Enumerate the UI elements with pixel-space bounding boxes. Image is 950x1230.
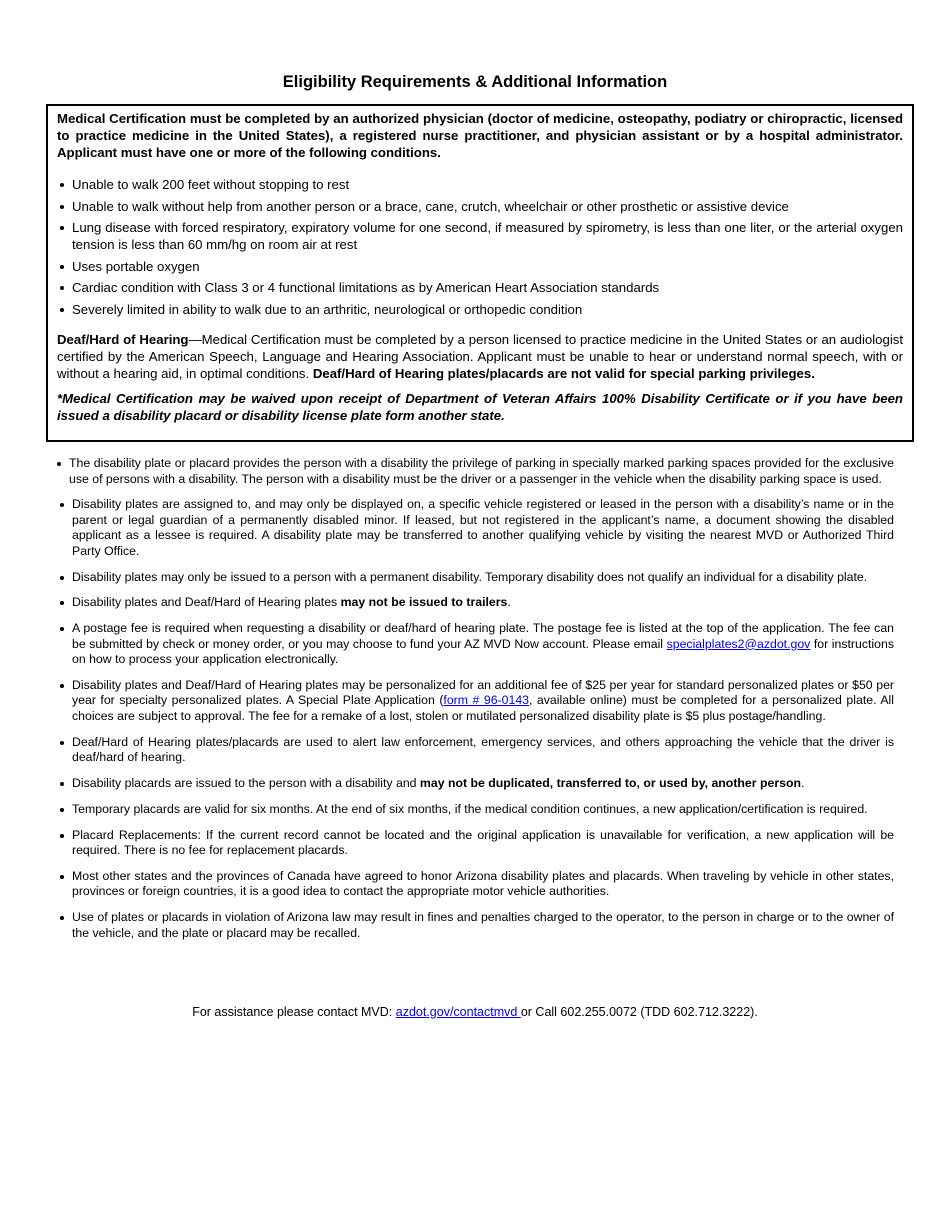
info-link[interactable]: specialplates2@azdot.gov [666,636,811,651]
info-text: Placard Replacements: If the current record cannot be located and the original application is unavailable for verification, a new application will be required. There is no fee for replacement placards. [72,827,894,858]
deaf-hearing-paragraph [57,331,903,382]
info-text: Disability plates and Deaf/Hard of Hearing plates may be personalized for an additional fee of $25 per year for standard personalized plates or $50 per year for specialty personalized plates. A Special Plate Application ( [72,677,894,708]
info-text: . [507,595,511,610]
info-item [72,910,894,941]
contact-mvd-link[interactable]: azdot.gov/contactmvd [395,1005,521,1019]
info-item [72,828,894,859]
info-text: . [800,776,805,791]
info-item [72,776,894,792]
info-text: Disability plates may only be issued to a person with a permanent disability. Temporary disability does not qualify an individual for a disability plate. [72,569,868,584]
info-text: Use of plates or placards in violation of Arizona law may result in fines and penalties charged to the operator, to the person in charge or to the owner of the vehicle, and the plate or placard may be recalled. [72,910,894,940]
footer-prefix: For assistance please contact MVD: [192,1005,396,1019]
deaf-text: —Medical Certification must be completed by a person licensed to practice medicine in the United States or an audiologist certified by the American Speech, Language and Hearing Association. Applicant must be unable to hear or understand normal speech, with or without a hearing aid, in optimal conditions. [57,331,904,381]
info-text: , available online) must be completed for a personalized plate. All choices are subject to approval. The fee for a remake of a lost, stolen or mutilated personalized disability plate is $5 plus postage/handling. [72,693,894,723]
info-item [72,802,894,818]
footer-suffix: or Call 602.255.0072 (TDD 602.712.3222). [520,1005,758,1019]
conditions-list [57,176,903,318]
footer-contact [0,1005,950,1019]
info-item [72,869,894,900]
page-title: Eligibility Requirements & Additional Information [282,73,668,91]
info-item [72,735,894,766]
info-text: The disability plate or placard provides the person with a disability the privilege of parking in specially marked parking spaces provided for the exclusive use of persons with a disability. The person with a disability must be the driver or a passenger in the vehicle when the disability parking space is used. [69,456,894,486]
info-text: Most other states and the provinces of Canada have agreed to honor Arizona disability plates and placards. When traveling by vehicle in other states, provinces or foreign countries, it is a good idea to contact the appropriate motor vehicle authorities. [72,868,894,899]
waiver-note: *Medical Certification may be waived upon receipt of Department of Veteran Affairs 100% Disability Certificate or if you have been issued a disability placard or disability license plate form another state. [57,390,903,423]
condition-item: Lung disease with forced respiratory, expiratory volume for one second, if measured by spirometry, is less than one liter, or the arterial oxygen tension is less than 60 mm/hg on room air at rest [72,220,903,252]
info-bold-text: may not be issued to trailers [340,595,508,610]
info-text: Disability plates and Deaf/Hard of Hearing plates [72,595,341,610]
info-text: A postage fee is required when requesting a disability or deaf/hard of hearing plate. The postage fee is listed at the top of the application. The fee can be submitted by check or money order, or you may choose to fund your AZ MVD Now account. Please email [72,621,894,651]
medical-certification-box [46,104,914,442]
info-item [72,678,894,725]
info-text: for instructions on how to process your application electronically. [72,636,894,667]
deaf-bold-note: Deaf/Hard of Hearing plates/placards are not valid for special parking privileges. [312,365,815,381]
info-text: Disability plates are assigned to, and may only be displayed on, a specific vehicle registered or leased in the person with a disability’s name or in the parent or legal guardian of a permanently disabled minor. If leased, but not registered in the applicant’s name, a document showing the disabled applicant as a lessee is required. A disability plate may be transferred to another qualifying vehicle by visiting the nearest MVD or Authorized Third Party Office. [72,497,894,558]
condition-item: Uses portable oxygen [72,258,903,275]
certification-intro: Medical Certification must be completed by an authorized physician (doctor of medicine, osteopathy, podiatry or chiropractic, licensed to practice medicine in the United States), a registered nurse practitioner, and physician assistant or by a hospital administrator. Applicant must have one or more of the following conditions. [57,111,903,160]
info-item [72,497,894,559]
info-text: Temporary placards are valid for six months. At the end of six months, if the medical condition continues, a new application/certification is required. [72,801,868,816]
additional-info-list [69,456,894,952]
deaf-heading: Deaf/Hard of Hearing [57,331,189,347]
info-item [72,595,894,611]
info-item [72,570,894,586]
condition-item: Unable to walk 200 feet without stopping to rest [72,176,903,193]
info-item [69,456,894,487]
info-item [72,621,894,668]
info-text: Deaf/Hard of Hearing plates/placards are used to alert law enforcement, emergency services, and others approaching the vehicle that the driver is deaf/hard of hearing. [72,734,894,765]
info-text: Disability placards are issued to the person with a disability and [72,776,420,791]
condition-item: Severely limited in ability to walk due to an arthritic, neurological or orthopedic condition [72,301,903,318]
info-bold-text: may not be duplicated, transferred to, or used by, another person [419,776,801,791]
info-link[interactable]: form # 96-0143 [443,693,529,708]
condition-item: Cardiac condition with Class 3 or 4 functional limitations as by American Heart Association standards [72,279,903,296]
condition-item: Unable to walk without help from another person or a brace, cane, crutch, wheelchair or other prosthetic or assistive device [72,198,903,215]
